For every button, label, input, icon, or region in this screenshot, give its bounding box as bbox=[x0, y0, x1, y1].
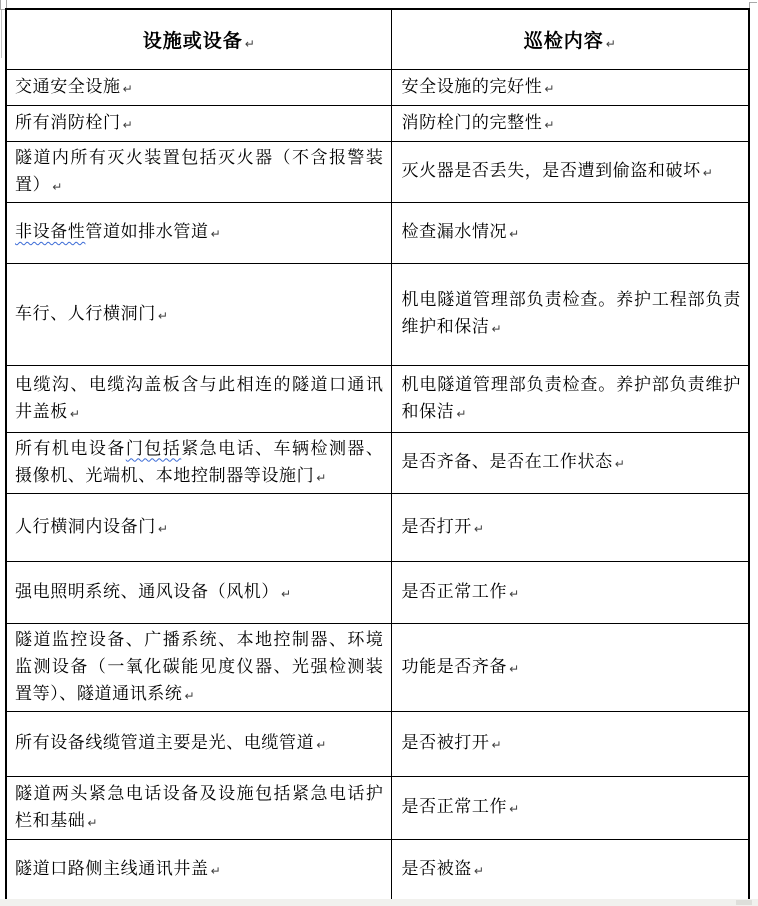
paragraph-mark: ↵ bbox=[702, 166, 713, 180]
content-cell[interactable] bbox=[391, 202, 749, 263]
content-text bbox=[402, 290, 742, 336]
spellcheck-squiggle-text: 门包括 bbox=[125, 438, 182, 458]
paragraph-mark: ↵ bbox=[614, 457, 625, 471]
cell-text-segment: 灭火器是否丢失，是否遭到偷盗和破坏 bbox=[401, 161, 701, 180]
table-row bbox=[6, 776, 749, 839]
facility-cell[interactable] bbox=[6, 561, 391, 623]
window-edge-strip bbox=[0, 899, 758, 906]
cell-text-segment: 紧急电话、车辆检测器、摄像机、光端机、本地控制器等设施门 bbox=[15, 438, 384, 485]
header-content-column[interactable] bbox=[391, 9, 749, 69]
cell-text-segment: 车行、人行横洞门 bbox=[15, 303, 156, 323]
facility-cell[interactable] bbox=[6, 202, 391, 263]
paragraph-mark: ↵ bbox=[509, 661, 520, 676]
cell-text-segment: 管道如排水管道 bbox=[85, 222, 209, 241]
cell-text-segment: 是否正常工作 bbox=[401, 797, 508, 816]
paragraph-mark: ↵ bbox=[473, 864, 484, 879]
cell-text-segment: 隧道两头紧急电话设备及设施包括紧急电话护栏和基础 bbox=[15, 783, 384, 830]
crop-corner-artifact bbox=[749, 2, 757, 11]
table-row bbox=[6, 711, 749, 776]
facility-text bbox=[15, 733, 326, 752]
facility-cell[interactable] bbox=[6, 263, 391, 365]
table-row bbox=[6, 623, 749, 711]
content-cell[interactable] bbox=[391, 839, 749, 901]
cell-text-segment: 机电隧道管理部负责检查。养护工程部负责维护和保洁 bbox=[401, 290, 741, 336]
facility-cell[interactable] bbox=[6, 105, 391, 141]
cell-text-segment: 是否打开 bbox=[401, 516, 472, 536]
facility-text bbox=[15, 439, 384, 485]
table-row bbox=[6, 69, 749, 105]
paragraph-mark: ↵ bbox=[210, 864, 221, 879]
facility-cell[interactable] bbox=[6, 432, 391, 493]
content-text bbox=[402, 222, 520, 241]
facility-text bbox=[15, 517, 168, 536]
content-cell[interactable] bbox=[391, 365, 749, 432]
paragraph-mark: ↵ bbox=[157, 521, 168, 536]
cell-text-segment: 所有设备线缆管道主要是光、电缆管道 bbox=[15, 733, 315, 752]
table-row bbox=[6, 493, 749, 561]
cell-text-segment: 隧道口路侧主线通讯井盖 bbox=[15, 859, 209, 879]
cell-text-segment: 是否被盗 bbox=[401, 859, 472, 879]
cell-text-segment: 强电照明系统、通风设备（风机） bbox=[15, 581, 279, 601]
paragraph-mark: ↵ bbox=[87, 815, 98, 830]
table-row bbox=[6, 432, 749, 493]
header-facility-label: 设施或设备 bbox=[142, 30, 243, 52]
paragraph-mark: ↵ bbox=[157, 308, 168, 323]
content-text bbox=[402, 657, 520, 676]
content-cell[interactable] bbox=[391, 561, 749, 623]
facility-text bbox=[15, 582, 291, 601]
spellcheck-squiggle-text: 非设备性 bbox=[15, 222, 86, 241]
content-cell[interactable] bbox=[391, 711, 749, 776]
content-cell[interactable] bbox=[391, 105, 749, 141]
paragraph-mark: ↵ bbox=[184, 688, 195, 703]
facility-text bbox=[15, 304, 168, 323]
content-text bbox=[402, 113, 555, 132]
facility-text bbox=[15, 222, 221, 241]
cell-text-segment: 机电隧道管理部负责检查。养护部负责维护和保洁 bbox=[401, 374, 741, 421]
cell-text-segment: 所有机电设备 bbox=[15, 438, 126, 458]
facility-cell[interactable] bbox=[6, 623, 391, 711]
content-text bbox=[402, 517, 484, 536]
cell-text-segment: 检查漏水情况 bbox=[401, 222, 508, 241]
paragraph-mark: ↵ bbox=[69, 406, 80, 421]
cell-text-segment: 安全设施的完好性 bbox=[401, 76, 543, 96]
facility-cell[interactable] bbox=[6, 711, 391, 776]
table-row bbox=[6, 263, 749, 365]
paragraph-mark: ↵ bbox=[509, 802, 520, 816]
facility-cell[interactable] bbox=[6, 776, 391, 839]
inspection-table bbox=[5, 8, 750, 902]
paragraph-mark: ↵ bbox=[122, 81, 133, 96]
paragraph-mark: ↵ bbox=[509, 227, 520, 241]
table-header-row bbox=[6, 9, 749, 69]
content-cell[interactable] bbox=[391, 69, 749, 105]
cell-text-segment: 隧道监控设备、广播系统、本地控制器、环境监测设备（一氧化碳能见度仪器、光强检测装置等）、隧道通讯系统 bbox=[15, 629, 384, 703]
facility-text bbox=[15, 77, 133, 96]
paragraph-mark: ↵ bbox=[491, 322, 502, 336]
content-text bbox=[402, 797, 520, 816]
cell-text-segment: 人行横洞内设备门 bbox=[15, 516, 156, 536]
paragraph-mark: ↵ bbox=[605, 36, 616, 51]
paragraph-mark: ↵ bbox=[316, 738, 327, 752]
paragraph-mark: ↵ bbox=[491, 738, 502, 752]
cell-text-segment: 隧道内所有灭火装置包括灭火器（不含报警装置） bbox=[15, 147, 384, 194]
content-cell[interactable] bbox=[391, 141, 749, 202]
table-row bbox=[6, 561, 749, 623]
cell-text-segment: 所有消防栓门 bbox=[15, 112, 121, 132]
header-content-label: 巡检内容 bbox=[523, 30, 604, 52]
paragraph-mark: ↵ bbox=[544, 81, 555, 96]
table-row bbox=[6, 141, 749, 202]
content-cell[interactable] bbox=[391, 493, 749, 561]
table-row bbox=[6, 202, 749, 263]
paragraph-mark: ↵ bbox=[52, 179, 63, 194]
cell-text-segment: 是否被打开 bbox=[401, 733, 490, 752]
paragraph-mark: ↵ bbox=[473, 521, 484, 536]
table-row bbox=[6, 105, 749, 141]
cell-text-segment: 是否正常工作 bbox=[401, 581, 508, 601]
content-cell[interactable] bbox=[391, 623, 749, 711]
paragraph-mark: ↵ bbox=[281, 586, 292, 601]
content-text bbox=[402, 859, 484, 878]
content-cell[interactable] bbox=[391, 432, 749, 493]
table-row bbox=[6, 839, 749, 901]
facility-text bbox=[15, 113, 133, 132]
facility-cell[interactable] bbox=[6, 141, 391, 202]
paragraph-mark: ↵ bbox=[316, 470, 327, 485]
header-facility-column[interactable] bbox=[6, 9, 391, 69]
cell-text-segment: 交通安全设施 bbox=[15, 76, 121, 96]
facility-text bbox=[15, 630, 384, 703]
content-text bbox=[402, 161, 713, 180]
facility-text bbox=[15, 859, 221, 878]
facility-cell[interactable] bbox=[6, 839, 391, 901]
content-text bbox=[402, 375, 742, 421]
content-text bbox=[402, 452, 625, 471]
paragraph-mark: ↵ bbox=[509, 586, 520, 601]
paragraph-mark: ↵ bbox=[456, 406, 467, 421]
facility-text bbox=[15, 375, 384, 421]
content-text bbox=[402, 582, 520, 601]
paragraph-mark: ↵ bbox=[244, 36, 255, 51]
content-cell[interactable] bbox=[391, 263, 749, 365]
facility-cell[interactable] bbox=[6, 493, 391, 561]
content-text bbox=[402, 733, 502, 752]
cell-text-segment: 电缆沟、电缆沟盖板含与此相连的隧道口通讯井盖板 bbox=[15, 374, 384, 421]
content-cell[interactable] bbox=[391, 776, 749, 839]
table-row bbox=[6, 365, 749, 432]
resize-grip-dots bbox=[736, 900, 752, 905]
facility-text bbox=[15, 148, 384, 194]
facility-text bbox=[15, 784, 384, 830]
paragraph-mark: ↵ bbox=[210, 227, 221, 241]
paragraph-mark: ↵ bbox=[122, 117, 133, 132]
content-text bbox=[402, 77, 555, 96]
facility-cell[interactable] bbox=[6, 69, 391, 105]
cell-text-segment: 功能是否齐备 bbox=[401, 656, 508, 676]
cell-text-segment: 消防栓门的完整性 bbox=[401, 112, 543, 132]
cell-text-segment: 是否齐备、是否在工作状态 bbox=[401, 452, 613, 471]
paragraph-mark: ↵ bbox=[544, 117, 555, 132]
facility-cell[interactable] bbox=[6, 365, 391, 432]
